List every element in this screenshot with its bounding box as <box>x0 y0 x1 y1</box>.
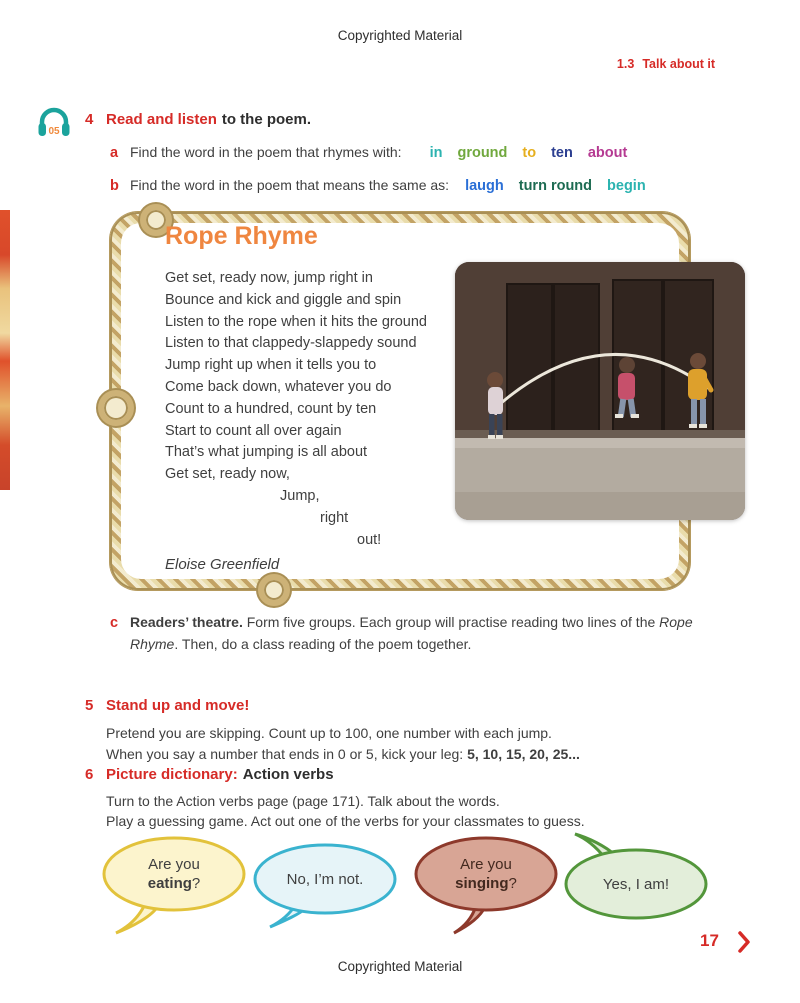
speech-bubble-eating <box>100 836 250 936</box>
rhyme-word: in <box>429 145 443 161</box>
adjacent-page-illustration-sliver <box>0 210 10 490</box>
item-a-label: a <box>110 145 119 161</box>
exercise4-item-b <box>110 177 646 194</box>
bubble-text <box>569 856 703 912</box>
poem-line: Jump right up when it tells you to <box>165 357 377 374</box>
exercise5-number: 5 <box>85 697 94 714</box>
poem-line: Jump, <box>280 487 320 504</box>
item-c-text-1: Form five groups. Each group will practise reading two lines of the <box>242 614 660 630</box>
rope-knot <box>258 574 290 606</box>
page-number: 17 <box>700 931 719 950</box>
jump-rope-photo-art <box>455 262 745 520</box>
bubble-text <box>108 844 240 904</box>
bubble-punct: ? <box>508 875 517 892</box>
rhyme-word: ten <box>551 145 573 161</box>
exercise5-heading-text: Stand up and move! <box>106 697 250 714</box>
poem-line: Get set, ready now, <box>165 466 290 483</box>
exercise5-line2 <box>106 746 580 762</box>
section-number: 1.3 <box>616 57 635 71</box>
item-c-bold: Readers’ theatre. <box>130 614 243 630</box>
bubble-line: Are you <box>460 856 512 873</box>
exercise4-item-a <box>110 144 627 161</box>
bubble-punct: ? <box>191 875 201 892</box>
poem-line: Come back down, whatever you do <box>165 378 392 395</box>
exercise5-line1: Pretend you are skipping. Count up to 100, one number with each jump. <box>106 725 552 741</box>
audio-track-number: 05 <box>48 126 60 137</box>
bubble-bold-word: singing <box>455 875 509 892</box>
item-a-prompt: Find the word in the poem that rhymes with: <box>130 144 402 160</box>
synonym-word-list <box>465 178 646 194</box>
item-c-text-2: . Then, do a class reading of the poem together. <box>174 635 472 652</box>
item-c-label: c <box>110 615 119 631</box>
synonym-word: turn round <box>518 178 593 194</box>
exercise4-heading <box>85 111 311 128</box>
copyright-bottom: Copyrighted Material <box>337 959 463 974</box>
section-label <box>617 57 715 71</box>
bubble-bold-word: eating <box>147 875 192 892</box>
exercise6-line1: Turn to the Action verbs page (page 171). Talk about the words. <box>106 793 500 809</box>
bubble-line: Are you <box>148 856 200 873</box>
item-b-prompt: Find the word in the poem that means the same as: <box>130 177 450 193</box>
exercise4-heading-rest: to the poem. <box>221 111 312 128</box>
poem-line: Get set, ready now, jump right in <box>165 270 373 286</box>
speech-bubble-no <box>252 842 398 932</box>
poem-author: Eloise Greenfield <box>165 556 280 574</box>
synonym-word: begin <box>607 178 646 194</box>
exercise6-line2: Play a guessing game. Act out one of the verbs for your classmates to guess. <box>106 813 585 829</box>
speech-bubble-yes <box>563 830 709 922</box>
section-title: Talk about it <box>642 57 715 71</box>
rhyme-word: ground <box>457 145 508 161</box>
poem-line: Listen to that clappedy-slappedy sound <box>165 335 417 352</box>
bubble-text <box>420 844 552 904</box>
bubble-line <box>148 874 201 893</box>
exercise4-heading-red: Read and listen <box>106 111 217 128</box>
exercise6-heading-rest: Action verbs <box>242 766 334 783</box>
exercise6-heading-red: Picture dictionary: <box>106 766 238 783</box>
bubble-text <box>258 850 392 908</box>
headphones-glyph <box>36 103 72 139</box>
poem-line: right <box>320 509 349 526</box>
poem-text <box>165 268 427 576</box>
exercise5-line2-numbers: 5, 10, 15, 20, 25... <box>467 746 580 762</box>
bubble-line <box>455 874 517 893</box>
poem-line: Bounce and kick and giggle and spin <box>165 291 402 308</box>
exercise4-item-c <box>110 612 698 655</box>
bubble-line: No, I’m not. <box>286 870 364 888</box>
synonym-word: laugh <box>465 178 504 194</box>
exercise4-number: 4 <box>85 111 94 128</box>
poem-line: Start to count all over again <box>165 422 342 439</box>
copyright-top: Copyrighted Material <box>337 28 463 43</box>
poem-line: Count to a hundred, count by ten <box>165 400 377 417</box>
exercise6-heading <box>85 766 334 783</box>
poem-line: out! <box>357 531 382 548</box>
rhyme-word: about <box>587 145 628 161</box>
next-page-chevron-icon[interactable] <box>736 930 752 954</box>
rhyme-word: to <box>522 145 537 161</box>
item-c-italic: Rope Rhyme <box>130 614 693 652</box>
speech-bubble-singing <box>412 836 560 936</box>
bubble-line: Yes, I am! <box>602 875 670 893</box>
poem-line: That’s what jumping is all about <box>165 444 368 461</box>
poem-line: Listen to the rope when it hits the ground <box>165 313 427 330</box>
item-c-text <box>130 612 698 655</box>
exercise6-number: 6 <box>85 766 94 783</box>
exercise5-heading <box>85 697 249 714</box>
rope-knot <box>98 390 134 426</box>
poem-title: Rope Rhyme <box>165 222 318 250</box>
exercise5-line2-pre: When you say a number that ends in 0 or 5, kick your leg: <box>106 746 468 762</box>
audio-headphones-icon[interactable] <box>36 103 72 139</box>
rhyme-word-list <box>430 145 628 161</box>
jump-rope-photo <box>455 262 745 520</box>
poem-box <box>110 212 690 590</box>
item-b-label: b <box>110 178 119 194</box>
